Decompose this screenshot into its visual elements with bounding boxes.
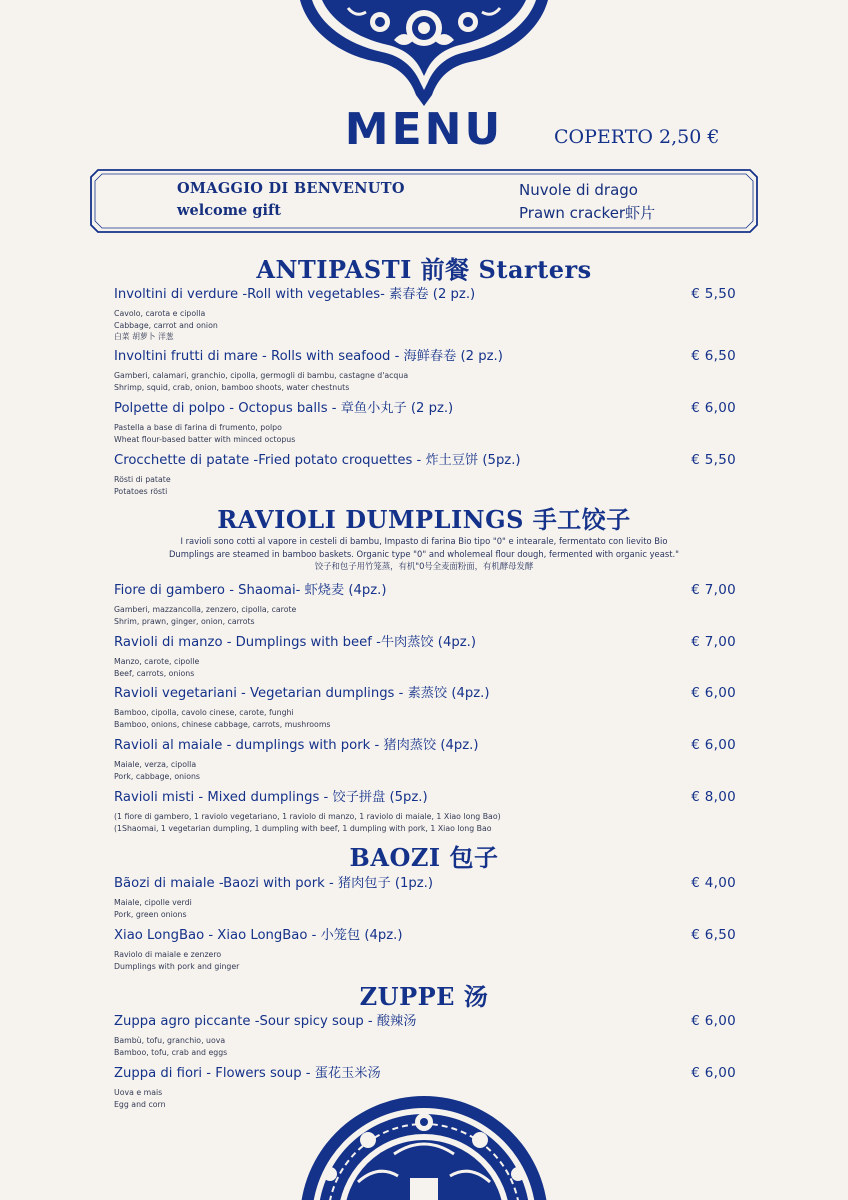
menu-item xyxy=(114,286,736,343)
section-title-zuppe: ZUPPE 汤 xyxy=(359,982,489,1011)
item-name: Ravioli vegetariani - Vegetarian dumplings - 素蒸饺 (4pz.) xyxy=(114,686,490,701)
menu-item xyxy=(114,1013,736,1058)
note-line: I ravioli sono cotti al vapore in cesteli di bambu, Impasto di farina Bio tipo "0" e intearale, fermentato con lievito Bio xyxy=(180,536,668,546)
menu-item xyxy=(114,927,736,972)
item-description xyxy=(114,308,736,343)
item-price: € 5,50 xyxy=(691,452,736,468)
item-price: € 6,00 xyxy=(691,400,736,416)
item-description xyxy=(114,707,736,730)
item-name: Xiao LongBao - Xiao LongBao - 小笼包 (4pz.) xyxy=(114,928,403,943)
menu-item xyxy=(114,634,736,679)
menu-title: MENU xyxy=(344,104,504,155)
item-price: € 7,00 xyxy=(691,582,736,598)
item-desc-line: Maiale, verza, cipolla xyxy=(114,760,197,769)
item-price: € 6,50 xyxy=(691,927,736,943)
item-name: Ravioli misti - Mixed dumplings - 饺子拼盘 (5pz.) xyxy=(114,790,428,805)
item-description xyxy=(114,422,736,445)
item-desc-line: Gamberi, calamari, granchio, cipolla, germogli di bambu, castagne d'acqua xyxy=(114,371,409,380)
item-desc-line: Manzo, carote, cipolle xyxy=(114,657,200,666)
bottom-plate-ornament xyxy=(298,1092,550,1200)
item-desc-line: Bamboo, tofu, crab and eggs xyxy=(114,1047,228,1057)
menu-item xyxy=(114,348,736,393)
menu-item xyxy=(114,737,736,782)
item-desc-line: Wheat flour-based batter with minced octopus xyxy=(114,434,296,444)
item-desc-line: Pork, cabbage, onions xyxy=(114,771,200,781)
item-desc-line: Shrimp, squid, crab, onion, bamboo shoots, water chestnuts xyxy=(114,382,350,392)
item-price: € 4,00 xyxy=(691,875,736,891)
cover-charge: COPERTO 2,50 € xyxy=(554,126,720,148)
section-title-ravioli: RAVIOLI DUMPLINGS 手工饺子 xyxy=(217,505,631,534)
item-price: € 5,50 xyxy=(691,286,736,302)
item-desc-line: Rösti di patate xyxy=(114,475,171,484)
item-name: Bãozi di maiale -Baozi with pork - 猪肉包子 (1pz.) xyxy=(114,876,434,891)
section-title-antipasti: ANTIPASTI 前餐 Starters xyxy=(256,255,592,284)
item-desc-line: Potatoes rösti xyxy=(114,486,168,496)
item-desc-line: Dumplings with pork and ginger xyxy=(114,961,240,971)
item-desc-line: Raviolo di maiale e zenzero xyxy=(114,950,222,959)
note-line: 饺子和包子用竹笼蒸，有机"0号全麦面粉面，有机酵母发酵 xyxy=(314,561,534,571)
item-price: € 8,00 xyxy=(691,789,736,805)
item-desc-line: Cavolo, carota e cipolla xyxy=(114,309,206,318)
item-name: Ravioli di manzo - Dumplings with beef -牛肉蒸饺 (4pz.) xyxy=(114,635,476,650)
item-description xyxy=(114,897,736,920)
item-desc-line: (1 fiore di gambero, 1 raviolo vegetariano, 1 raviolo di manzo, 1 raviolo di maiale, 1 Xiao long Bao) xyxy=(114,812,501,821)
item-desc-line: Cabbage, carrot and onion xyxy=(114,320,218,330)
menu-item xyxy=(114,582,736,627)
menu-item xyxy=(114,452,736,497)
item-price: € 6,00 xyxy=(691,1013,736,1029)
item-desc-line: Shrim, prawn, ginger, onion, carrots xyxy=(114,616,255,626)
item-price: € 6,00 xyxy=(691,737,736,753)
item-name: Involtini di verdure -Roll with vegetables- 素春卷 (2 pz.) xyxy=(114,287,476,302)
item-description xyxy=(114,1035,736,1058)
item-price: € 6,00 xyxy=(691,685,736,701)
item-desc-line: Uova e mais xyxy=(114,1088,163,1097)
item-name: Involtini frutti di mare - Rolls with seafood - 海鲜春卷 (2 pz.) xyxy=(114,349,503,364)
item-desc-line: (1Shaomai, 1 vegetarian dumpling, 1 dumpling with beef, 1 dumpling with pork, 1 Xiao long Bao xyxy=(114,823,492,833)
item-desc-line: 白菜 胡萝卜 洋葱 xyxy=(114,332,174,341)
item-description xyxy=(114,759,736,782)
welcome-gift-item-en: Prawn cracker虾片 xyxy=(519,204,656,222)
item-desc-line: Egg and corn xyxy=(114,1099,166,1109)
item-description xyxy=(114,370,736,393)
item-name: Polpette di polpo - Octopus balls - 章鱼小丸子 (2 pz.) xyxy=(114,401,454,416)
item-desc-line: Bamboo, onions, chinese cabbage, carrots, mushrooms xyxy=(114,719,331,729)
welcome-gift-box xyxy=(90,169,758,233)
item-desc-line: Bamboo, cipolla, cavolo cinese, carote, funghi xyxy=(114,708,294,717)
item-desc-line: Pastella a base di farina di frumento, polpo xyxy=(114,423,282,432)
item-name: Fiore di gambero - Shaomai- 虾烧麦 (4pz.) xyxy=(114,583,387,598)
welcome-gift-item-it: Nuvole di drago xyxy=(519,181,638,199)
item-description xyxy=(114,949,736,972)
item-desc-line: Pork, green onions xyxy=(114,909,187,919)
ravioli-note xyxy=(0,535,848,573)
item-description xyxy=(114,811,736,834)
item-description xyxy=(114,656,736,679)
menu-item xyxy=(114,875,736,920)
item-name: Zuppa agro piccante -Sour spicy soup - 酸辣汤 xyxy=(114,1014,417,1029)
item-price: € 6,00 xyxy=(691,1065,736,1081)
welcome-gift-label-it: OMAGGIO DI BENVENUTO xyxy=(177,180,405,197)
note-line: Dumplings are steamed in bamboo baskets. Organic type "0" and wholemeal flour dough, fermented with organic yeast." xyxy=(168,548,680,559)
welcome-gift-label-en: welcome gift xyxy=(177,202,281,219)
menu-item xyxy=(114,789,736,834)
item-desc-line: Gamberi, mazzancolla, zenzero, cipolla, carote xyxy=(114,605,297,614)
item-desc-line: Beef, carrots, onions xyxy=(114,668,195,678)
item-desc-line: Maiale, cipolle verdi xyxy=(114,898,192,907)
top-ornament-decoration xyxy=(298,0,550,108)
item-price: € 7,00 xyxy=(691,634,736,650)
item-name: Zuppa di fiori - Flowers soup - 蛋花玉米汤 xyxy=(114,1066,381,1081)
menu-item xyxy=(114,400,736,445)
item-description xyxy=(114,474,736,497)
item-description xyxy=(114,604,736,627)
item-desc-line: Bambù, tofu, granchio, uova xyxy=(114,1036,226,1045)
section-title-baozi: BAOZI 包子 xyxy=(349,843,499,872)
item-name: Crocchette di patate -Fried potato croquettes - 炸土豆饼 (5pz.) xyxy=(114,453,521,468)
item-price: € 6,50 xyxy=(691,348,736,364)
menu-item xyxy=(114,685,736,730)
item-name: Ravioli al maiale - dumplings with pork - 猪肉蒸饺 (4pz.) xyxy=(114,738,479,753)
